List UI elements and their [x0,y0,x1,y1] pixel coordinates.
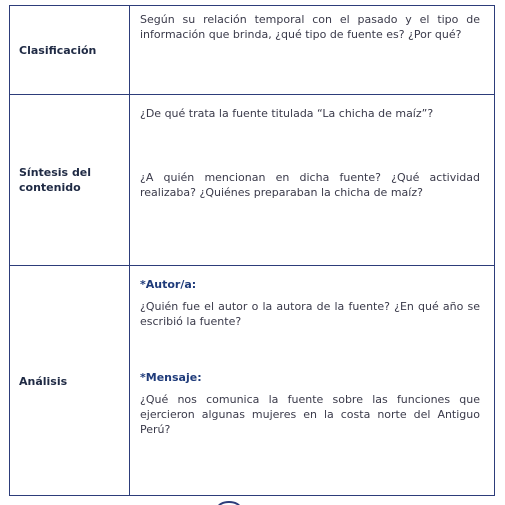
section-heading-autor: *Autor/a: [140,278,197,291]
row-label: Síntesis del contenido [10,95,130,265]
footer-logo-icon [216,498,242,505]
table-row-clasificacion [10,6,494,95]
row-content [130,95,494,265]
row-label: Clasificación [10,6,130,94]
question-text: ¿A quién mencionan en dicha fuente? ¿Qué actividad realizaba? ¿Quiénes preparaban la chicha de maíz? [140,171,480,199]
table-row-analisis [10,266,494,496]
section-heading-mensaje: *Mensaje: [140,371,202,384]
row-content [130,266,494,496]
worksheet-table [9,5,495,496]
question-text: ¿Quién fue el autor o la autora de la fuente? ¿En qué año se escribió la fuente? [140,300,480,328]
question-text: Según su relación temporal con el pasado y el tipo de información que brinda, ¿qué tipo de fuente es? ¿Por qué? [140,13,480,41]
question-text: ¿Qué nos comunica la fuente sobre las funciones que ejercieron algunas mujeres en la costa norte del Antiguo Perú? [140,393,480,436]
table-row-sintesis [10,95,494,266]
question-text: ¿De qué trata la fuente titulada “La chicha de maíz”? [140,107,434,120]
row-label: Análisis [10,266,130,496]
row-content [130,6,494,94]
